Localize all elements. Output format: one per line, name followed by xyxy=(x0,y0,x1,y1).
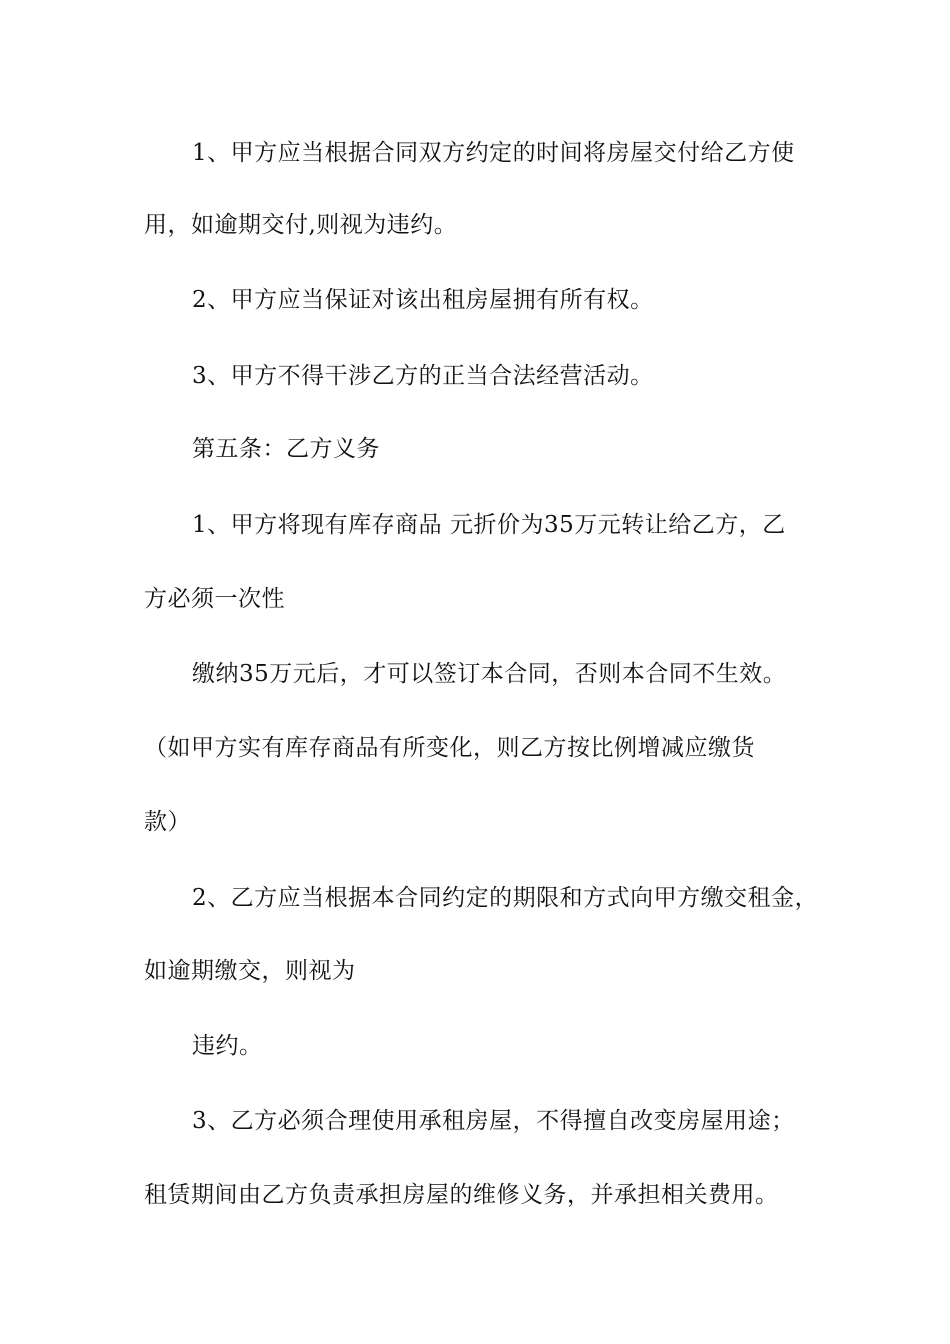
text-line: 1、甲方将现有库存商品 元折价为35万元转让给乙方，乙 xyxy=(192,512,786,538)
section-heading: 第五条：乙方义务 xyxy=(192,436,380,462)
text-line: 1、甲方应当根据合同双方约定的时间将房屋交付给乙方使 xyxy=(192,140,795,166)
text-line: 用，如逾期交付,则视为违约。 xyxy=(144,212,458,238)
text-line: （如甲方实有库存商品有所变化，则乙方按比例增减应缴货 xyxy=(144,735,755,761)
text-line: 3、甲方不得干涉乙方的正当合法经营活动。 xyxy=(192,363,654,389)
text-line: 违约。 xyxy=(192,1033,263,1059)
text-line: 租赁期间由乙方负责承担房屋的维修义务，并承担相关费用。 xyxy=(144,1182,779,1208)
text-line: 如逾期缴交，则视为 xyxy=(144,958,356,984)
text-line: 款） xyxy=(144,809,191,835)
text-line: 2、甲方应当保证对该出租房屋拥有所有权。 xyxy=(192,287,654,313)
text-line: 方必须一次性 xyxy=(144,586,285,612)
text-line: 3、乙方必须合理使用承租房屋，不得擅自改变房屋用途； xyxy=(192,1108,795,1134)
text-line: 2、乙方应当根据本合同约定的期限和方式向甲方缴交租金， xyxy=(192,885,819,911)
text-line: 缴纳35万元后，才可以签订本合同，否则本合同不生效。 xyxy=(192,661,787,687)
